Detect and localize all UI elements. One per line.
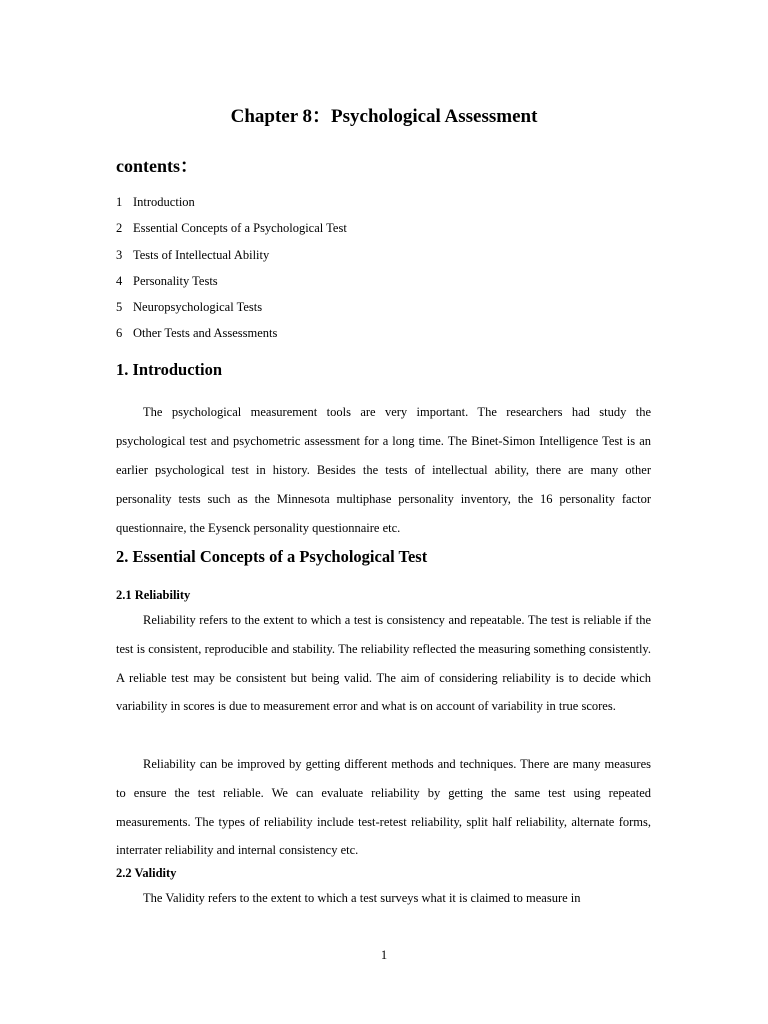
validity-paragraph: The Validity refers to the extent to which a test surveys what it is claimed to measure in — [143, 891, 581, 905]
chapter-title: Chapter 8：Psychological Assessment — [230, 106, 538, 127]
toc-item — [116, 194, 347, 220]
toc-item — [116, 220, 347, 246]
toc-item-number: 2 — [116, 221, 123, 236]
toc-item-label: Personality Tests — [133, 273, 218, 288]
subsection-heading-reliability: 2.1 Reliability — [116, 588, 191, 602]
toc-item-number: 5 — [116, 300, 123, 315]
toc-item — [116, 325, 347, 351]
toc-item — [116, 273, 347, 299]
table-of-contents — [116, 194, 347, 352]
toc-item-number: 6 — [116, 326, 123, 341]
toc-item-label: Essential Concepts of a Psychological Test — [133, 221, 347, 236]
reliability-paragraph: Reliability can be improved by getting different methods and techniques. There are many measures to ensure the test reliable. We can evaluate reliability by getting the same test using repeated measurements. The types of reliability include test-retest reliability, split half reliability, alternate forms, interrater reliability and internal consistency etc. — [116, 757, 651, 858]
subsection-heading-validity: 2.2 Validity — [116, 866, 177, 880]
toc-item-label: Introduction — [133, 195, 195, 209]
reliability-paragraph: Reliability refers to the extent to which a test is consistency and repeatable. The test is reliable if the test is consistent, reproducible and stability. The reliability reflected the measuring something consistently. A reliable test may be consistent but being valid. The aim of considering reliability is to decide which variability in scores is due to measurement error and what is on account of variability in true scores. — [116, 613, 651, 714]
section-heading-essential-concepts: 2. Essential Concepts of a Psychological Test — [116, 547, 428, 566]
toc-item-number: 4 — [116, 273, 123, 288]
introduction-paragraph: The psychological measurement tools are very important. The researchers had study the psychological test and psychometric assessment for a long time. The Binet-Simon Intelligence Test is an earlier psychological test in history. Besides the tests of intellectual ability, there are many other personality tests such as the Minnesota multiphase personality inventory, the 16 personality factor questionnaire, the Eysenck personality questionnaire etc. — [116, 405, 651, 535]
toc-item-label: Neuropsychological Tests — [133, 300, 263, 315]
toc-item-number: 3 — [116, 247, 123, 262]
section-heading-introduction: 1. Introduction — [116, 360, 223, 379]
toc-item — [116, 299, 347, 325]
toc-item — [116, 247, 347, 273]
page-number: 1 — [380, 948, 388, 962]
contents-heading: contents： — [116, 156, 198, 176]
toc-item-number: 1 — [116, 195, 123, 209]
toc-item-label: Other Tests and Assessments — [133, 326, 278, 341]
toc-item-label: Tests of Intellectual Ability — [133, 247, 270, 262]
